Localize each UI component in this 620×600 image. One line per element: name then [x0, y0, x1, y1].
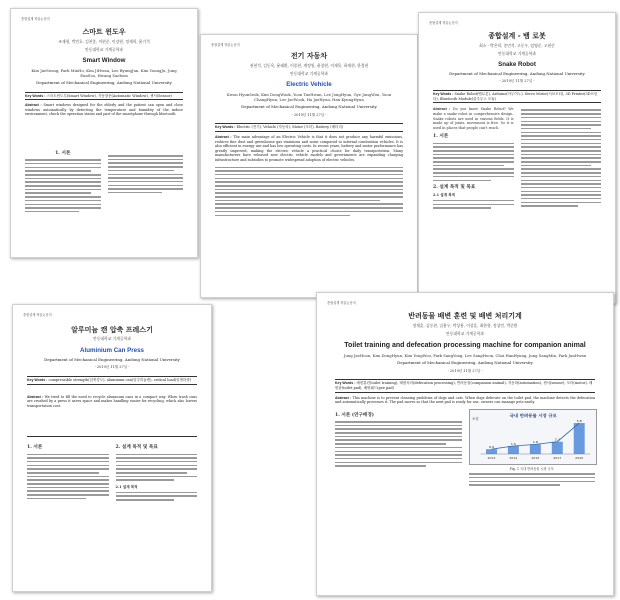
department: Department of Mechanical Engineering, Andong National University [397, 360, 533, 366]
abstract [215, 135, 403, 163]
chart-data-label: 0.9 [488, 444, 494, 449]
keywords-text: Electric (전기), Vehicle (자동차), Motor (모터), Battery (배터리) [236, 125, 344, 130]
abstract-text: Do you know Snake Robot? We make a snake robot in comprehensive design. Snake robots are used in various fields. It is made up of joints, movement is free. So it is used in places that people can't reach. [433, 107, 514, 130]
affiliation-ko: 안동대학교 기계공학과 [498, 50, 536, 56]
author-list: 최소 - 박은희, 송민석, 고동우, 임영준, 오현준 [479, 43, 555, 49]
page-header: 종합설계 학술논문지 [211, 43, 240, 47]
abstract [433, 107, 514, 130]
paper-page-snake-robot[interactable] [418, 12, 616, 304]
paper-title-en: Aluminium Can Press [80, 346, 144, 354]
abstract [335, 396, 595, 405]
chart-x-tick: 2017 [552, 455, 561, 460]
abstract-label: Abstract : [215, 135, 232, 139]
column-right [521, 107, 602, 208]
keywords-line [27, 376, 197, 385]
chart-x-tick: 2015 [530, 455, 539, 460]
keywords-line [25, 92, 183, 101]
abstract-label: Abstract : [335, 395, 352, 400]
author-list-en: Kim JaeSeong, Park MinHo, Kim JiHwan, Lee ByungJun, Kim YoungJu, Jung EunSoo, Hwang Saebom [31, 68, 177, 79]
page-header: 종합설계 학술논문지 [429, 21, 458, 25]
paper-title-en: Smart Window [82, 56, 126, 64]
chart-bar [507, 446, 518, 454]
chart-bar [573, 423, 584, 454]
keywords-label: Key Words : [27, 377, 48, 382]
page-header: 종합설계 학술논문지 [327, 301, 356, 305]
abstract-text: The main advantage of an Electric Vehicle is that it does not produce any harmful emissions, reduces fine dust and greenhouse gas emissions and noise compared to internal combustion vehicles. It is also efficient in energy use and has low operating costs. In recent years, battery and motor performance has greatly improved, making the electric vehicle a practical choice for daily transportation. Many manufacturers have released new electric vehicle models and governments are expanding charging infrastructure and subsidies to promote widespread adoption of electric vehicles. [215, 135, 404, 162]
figure-caption: Fig. 1 국내 반려동물 시장 규모 [509, 466, 554, 471]
section-heading-intro: 1. 서론 (연구배경) [335, 412, 374, 418]
abstract-label: Abstract : [433, 107, 451, 112]
section-heading-goal: 2. 설계 목적 및 목표 [115, 445, 158, 451]
keywords-label: Key Words : [25, 93, 46, 98]
chart-y-label: 조원 [471, 416, 479, 421]
author-list-en: Kwon HyunSeok, Kim DongWook, Yoon TaeHwan, Lee JongHyun, Gye JungWon, Yoon ChangHyun, Lee JaeWook, Ha JaeHyun, Han KyungHyun [226, 92, 392, 103]
keywords-line [335, 379, 595, 392]
column-right [116, 441, 198, 500]
department: Department of Mechanical Engineering, Andong National University [44, 356, 180, 362]
publication-date: - 2019년 11월 27일 - [447, 368, 483, 373]
column-left [433, 107, 514, 208]
abstract-text: We tried to fill the need to recycle aluminum cans in a compact way. When trash cans are crushed by a press it saves space and makes handling easier for recycling, which also lowers transportation cost. [27, 394, 198, 408]
chart-bar [529, 444, 540, 454]
author-list: 조재형, 박민호, 김찬종, 이현준, 이강현, 정재희, 윤기석 [58, 39, 150, 45]
column-right [108, 147, 184, 212]
market-size-chart [470, 410, 597, 464]
paper-page-smart-window[interactable] [10, 8, 198, 258]
publication-date: - 2019년 11월 27일 - [94, 365, 130, 370]
keywords-text: Snake Robot(뱀로봇), Arduino(아두이노), Servo Motor(서보모터), 3D Printer(3D프린터), Bluetooth Module(블루투스 모듈) [433, 92, 598, 101]
keywords-line [215, 123, 403, 132]
chart-data-label: 2.3 [554, 437, 560, 442]
paper-title-en: Toilet training and defecation processing machine for companion animal [344, 341, 586, 349]
paper-title-ko: 알루미늄 캔 압축 프레스기 [71, 325, 153, 334]
affiliation-ko: 안동대학교 기계공학과 [93, 336, 131, 342]
paper-page-electric-vehicle[interactable] [200, 34, 418, 298]
section-heading: 1. 서론 [55, 151, 71, 157]
subsection-heading: 2.1 설계 목적 [115, 484, 138, 489]
paper-title-ko: 전기 자동차 [290, 51, 328, 60]
page-header: 종합설계 학술논문지 [21, 17, 50, 21]
keywords-label: Key Words : [215, 125, 236, 130]
department: Department of Mechanical Engineering, Andong National University [241, 104, 377, 110]
column-right [469, 409, 596, 486]
chart-x-tick: 2020 [574, 455, 583, 460]
page-header: 종합설계 학술논문지 [23, 313, 52, 317]
author-list: 정재훈, 김동현, 김용우, 박상용, 이상훈, 최한형, 정상민, 박준환 [412, 323, 518, 329]
subsection-heading: 2.1 설계 목적 [433, 193, 456, 198]
abstract-label: Abstract : [27, 394, 44, 399]
column-left [335, 409, 462, 486]
column-left [27, 441, 109, 500]
section-heading-intro: 1. 서론 [433, 134, 449, 140]
keywords-line [433, 90, 601, 103]
market-size-figure [469, 409, 598, 465]
author-list: 권현석, 김동욱, 윤태환, 이종현, 계정원, 윤창현, 이재욱, 하재현, 한경현 [249, 63, 369, 69]
chart-data-label: 1.5 [510, 441, 516, 446]
keywords-text: 배변훈련(toilet training), 배변처리(defecation processing), 반려동물(companion animal), 자동화(automation), 센서(sensor), 모터(motor), 배변판(toilet pad), 배변패드(pee pad) [335, 381, 593, 390]
affiliation-ko: 안동대학교 기계공학과 [446, 330, 484, 336]
abstract-text: This machine is to prevent cleaning problems of dogs and cats. When dogs defecate on the toilet pad, the machine detects the defecation and automatically processes it. The pad moves so that the next pad is ready for use, owners can manage pets easily. [335, 395, 596, 405]
chart-bar [551, 442, 562, 454]
paper-title-ko: 반려동물 배변 훈련 및 배변 처리기계 [408, 311, 522, 320]
paper-page-companion-animal[interactable] [316, 292, 614, 596]
department: Department of Mechanical Engineering, Andong National University [36, 80, 172, 86]
paper-title-ko: 종합설계 - 뱀 로봇 [488, 31, 546, 40]
section-heading-intro: 1. 서론 [27, 445, 43, 451]
abstract [27, 395, 197, 409]
publication-date: - 2019년 11월 27일 - [499, 79, 535, 84]
column-left [25, 147, 101, 212]
paper-title-en: Snake Robot [498, 60, 536, 68]
keywords-label: Key Words : [433, 92, 454, 97]
paper-page-can-press[interactable] [12, 304, 212, 592]
chart-data-label: 5.8 [576, 418, 582, 423]
paper-title-ko: 스마트 윈도우 [82, 27, 126, 36]
chart-title: 국내 반려동물 시장 규모 [509, 413, 557, 419]
abstract-label: Abstract : [25, 103, 42, 108]
affiliation-ko: 안동대학교 기계공학과 [290, 70, 328, 76]
section-heading-goal: 2. 설계 목적 및 목표 [433, 185, 476, 190]
chart-x-tick: 2012 [486, 455, 496, 460]
abstract [25, 103, 183, 117]
abstract-text: Smart windows designed for the elderly and the patient can open and close windows automatically by detecting the temperature and humidity of the indoor environment, check the operation status and part of the smartphone through bluetooth. [25, 103, 183, 117]
chart-bar [486, 449, 497, 454]
keywords-text: compressible strength(압축강도), aluminum can(알루미늄캔), critical load(임계하중) [48, 377, 192, 382]
chart-data-label: 1.8 [532, 440, 538, 445]
chart-x-tick: 2014 [508, 455, 517, 460]
keywords-label: Key Words : [335, 381, 356, 386]
affiliation-ko: 안동대학교 기계공학과 [85, 46, 123, 52]
keywords-text: 스마트윈도우(Smart Window), 자동창문(Automatic Window), 센서(Sensor) [46, 93, 172, 98]
department: Department of Mechanical Engineering, Andong National University [449, 71, 585, 77]
author-list-en: Jung JaeHoon, Kim DongHyun, Kim YongWoo, Park SangYong, Lee SangHoon, Choi HanHyung, Jung SangMin, Park JunHwan [343, 353, 587, 359]
publication-date: - 2019년 11월 27일 - [291, 112, 327, 117]
paper-title-en: Electric Vehicle [286, 80, 332, 88]
